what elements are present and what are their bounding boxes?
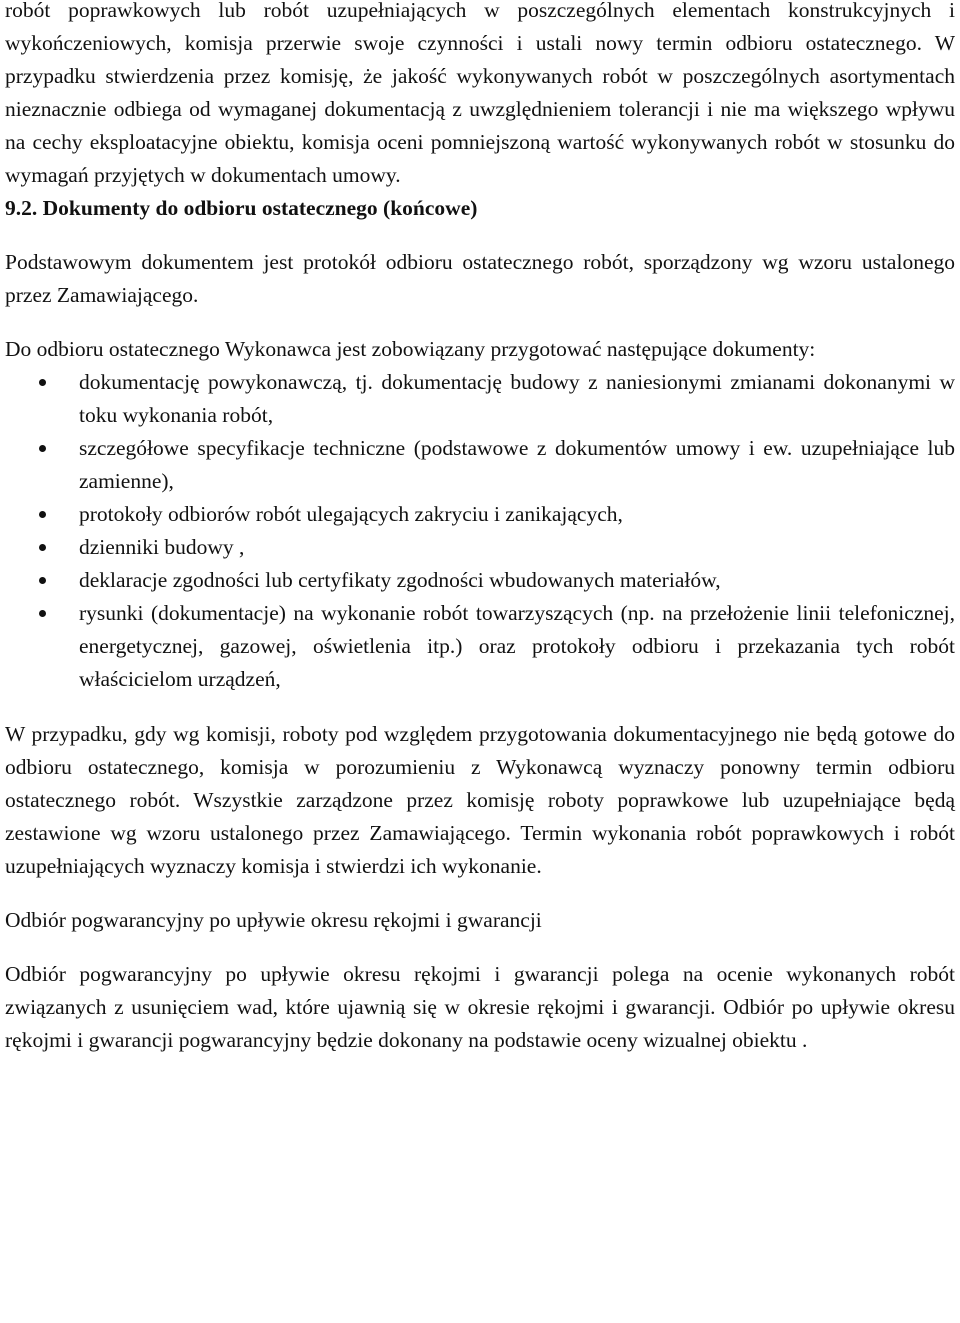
paragraph-post-warranty-title: Odbiór pogwarancyjny po upływie okresu rękojmi i gwarancji: [5, 908, 542, 932]
bullet-icon: [39, 544, 46, 551]
bullet-icon: [39, 445, 46, 452]
bullet-icon: [39, 379, 46, 386]
bullet-icon: [39, 577, 46, 584]
paragraph-final-acceptance-interruption: robót poprawkowych lub robót uzupełniających w poszczególnych elementach konstrukcyjnych i wykończeniowych, komisja przerwie swoje czynności i ustali nowy termin odbioru ostatecznego. W przypadku stwierdzenia przez komisję, że jakość wykonywanych robót w poszczególnych asortymentach nieznacznie odbiega od wymaganej dokumentacją z uwzględnieniem tolerancji i nie ma większego wpływu na cechy eksploatacyjne obiektu, komisja oceni pomniejszoną wartość wykonywanych robót w stosunku do wymagań przyjętych w dokumentach umowy.: [5, 0, 955, 187]
list-item: protokoły odbiorów robót ulegających zakryciu i zanikających,: [5, 498, 955, 531]
paragraph-required-documents-intro: Do odbioru ostatecznego Wykonawca jest zobowiązany przygotować następujące dokumenty:: [5, 337, 816, 361]
list-item: dokumentację powykonawczą, tj. dokumentację budowy z naniesionymi zmianami dokonanymi w toku wykonania robót,: [5, 366, 955, 432]
list-item: dzienniki budowy ,: [5, 531, 955, 564]
list-item: deklaracje zgodności lub certyfikaty zgodności wbudowanych materiałów,: [5, 564, 955, 597]
paragraph-basic-document: Podstawowym dokumentem jest protokół odbioru ostatecznego robót, sporządzony wg wzoru ustalonego przez Zamawiającego.: [5, 250, 955, 307]
section-heading-9-2: 9.2. Dokumenty do odbioru ostatecznego (końcowe): [5, 196, 478, 220]
list-item: rysunki (dokumentacje) na wykonanie robót towarzyszących (np. na przełożenie linii telefonicznej, energetycznej, gazowej, oświetlenia itp.) oraz protokoły odbioru i przekazania tych robót właścicielom urządzeń,: [5, 597, 955, 696]
paragraph-documentation-not-ready: W przypadku, gdy wg komisji, roboty pod względem przygotowania dokumentacyjnego nie będą gotowe do odbioru ostatecznego, komisja w porozumieniu z Wykonawcą wyznaczy ponowny termin odbioru ostatecznego robót. Wszystkie zarządzone przez komisję roboty poprawkowe lub uzupełniające będą zestawione wg wzoru ustalonego przez Zamawiającego. Termin wykonania robót poprawkowych i robót uzupełniających wyznaczy komisja i stwierdzi ich wykonanie.: [5, 722, 955, 878]
bullet-icon: [39, 511, 46, 518]
required-documents-list: [5, 366, 955, 696]
list-item: szczegółowe specyfikacje techniczne (podstawowe z dokumentów umowy i ew. uzupełniające lub zamienne),: [5, 432, 955, 498]
document-page: [5, 0, 955, 1057]
bullet-icon: [39, 610, 46, 617]
paragraph-post-warranty-description: Odbiór pogwarancyjny po upływie okresu rękojmi i gwarancji polega na ocenie wykonanych robót związanych z usunięciem wad, które ujawnią się w okresie rękojmi i gwarancji. Odbiór po upływie okresu rękojmi i gwarancji pogwarancyjny będzie dokonany na podstawie oceny wizualnej obiektu .: [5, 962, 955, 1052]
